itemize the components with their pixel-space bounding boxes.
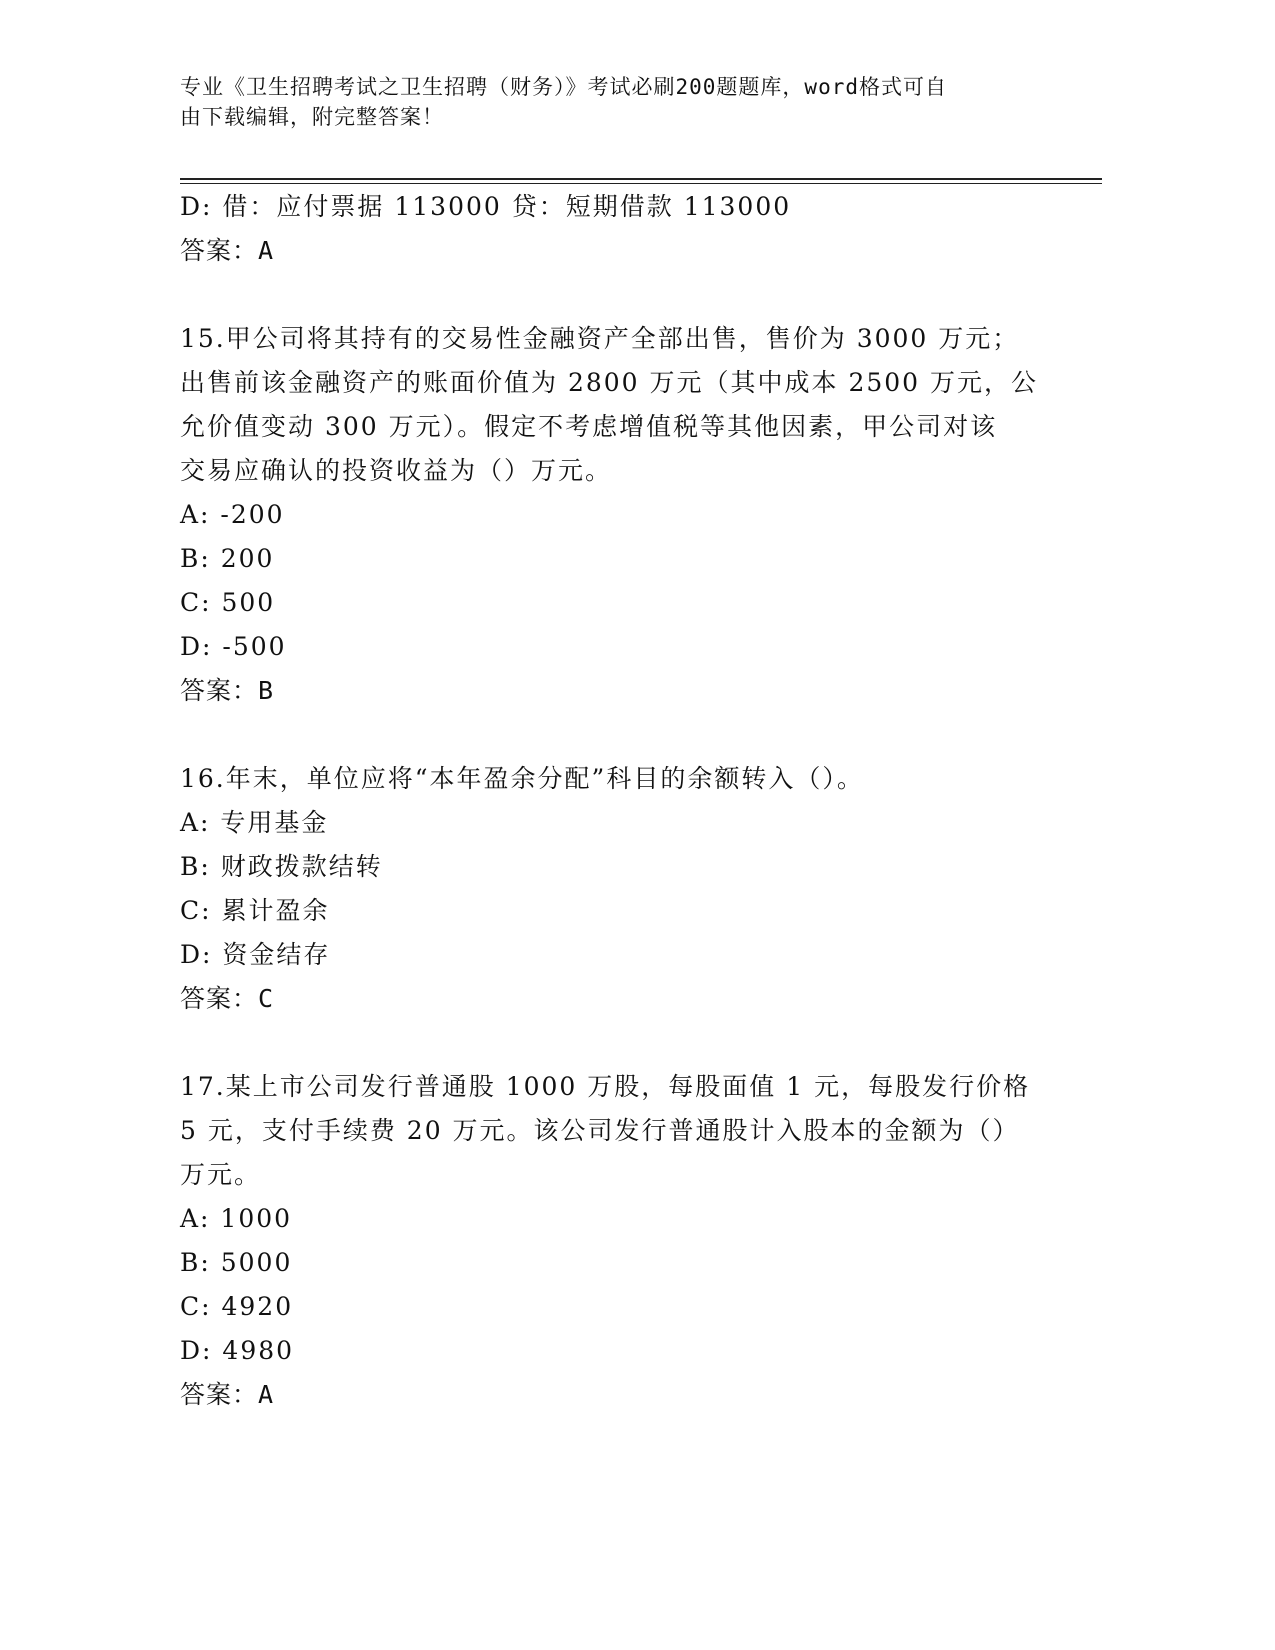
q16-option-a: A: 专用基金 <box>180 808 329 837</box>
q17-text-line-1: 17.某上市公司发行普通股 1000 万股，每股面值 1 元，每股发行价格 <box>180 1072 1031 1101</box>
page-header <box>180 72 1060 132</box>
q16-option-d: D: 资金结存 <box>180 940 331 969</box>
q15-option-b: B: 200 <box>180 544 275 573</box>
question-17 <box>180 1065 1060 1417</box>
q15-text-line-3: 允价值变动 300 万元）。假定不考虑增值税等其他因素，甲公司对该 <box>180 412 998 441</box>
prev-answer: 答案：A <box>180 236 275 265</box>
spacer <box>180 1021 1060 1065</box>
header-rule-thin <box>180 183 1102 184</box>
q17-option-b: B: 5000 <box>180 1248 293 1277</box>
q16-text-line-1: 16.年末，单位应将“本年盈余分配”科目的余额转入（）。 <box>180 764 864 793</box>
q17-option-c: C: 4920 <box>180 1292 294 1321</box>
spacer <box>180 273 1060 317</box>
question-16 <box>180 757 1060 1021</box>
q17-option-a: A: 1000 <box>180 1204 293 1233</box>
q15-text-line-4: 交易应确认的投资收益为（）万元。 <box>180 456 613 485</box>
q15-text-line-2: 出售前该金融资产的账面价值为 2800 万元（其中成本 2500 万元，公 <box>180 368 1039 397</box>
q17-option-d: D: 4980 <box>180 1336 295 1365</box>
q16-option-c: C: 累计盈余 <box>180 896 330 925</box>
q15-option-c: C: 500 <box>180 588 276 617</box>
q17-text-line-3: 万元。 <box>180 1160 262 1189</box>
q16-answer: 答案：C <box>180 984 275 1013</box>
header-line-2: 由下载编辑，附完整答案！ <box>180 105 444 129</box>
q17-answer: 答案：A <box>180 1380 275 1409</box>
spacer <box>180 713 1060 757</box>
q15-option-a: A: -200 <box>180 500 285 529</box>
q15-option-d: D: -500 <box>180 632 287 661</box>
header-line-1: 专业《卫生招聘考试之卫生招聘（财务）》考试必刷200题题库，word格式可自 <box>180 75 947 99</box>
q15-answer: 答案：B <box>180 676 275 705</box>
page-content <box>180 185 1060 1417</box>
prev-option-d: D: 借：应付票据 113000 贷：短期借款 113000 <box>180 192 792 221</box>
q15-text-line-1: 15.甲公司将其持有的交易性金融资产全部出售，售价为 3000 万元； <box>180 324 1020 353</box>
question-15 <box>180 317 1060 713</box>
q17-text-line-2: 5 元，支付手续费 20 万元。该公司发行普通股计入股本的金额为（） <box>180 1116 1020 1145</box>
q16-option-b: B: 财政拨款结转 <box>180 852 383 881</box>
header-rule-thick <box>180 178 1102 180</box>
